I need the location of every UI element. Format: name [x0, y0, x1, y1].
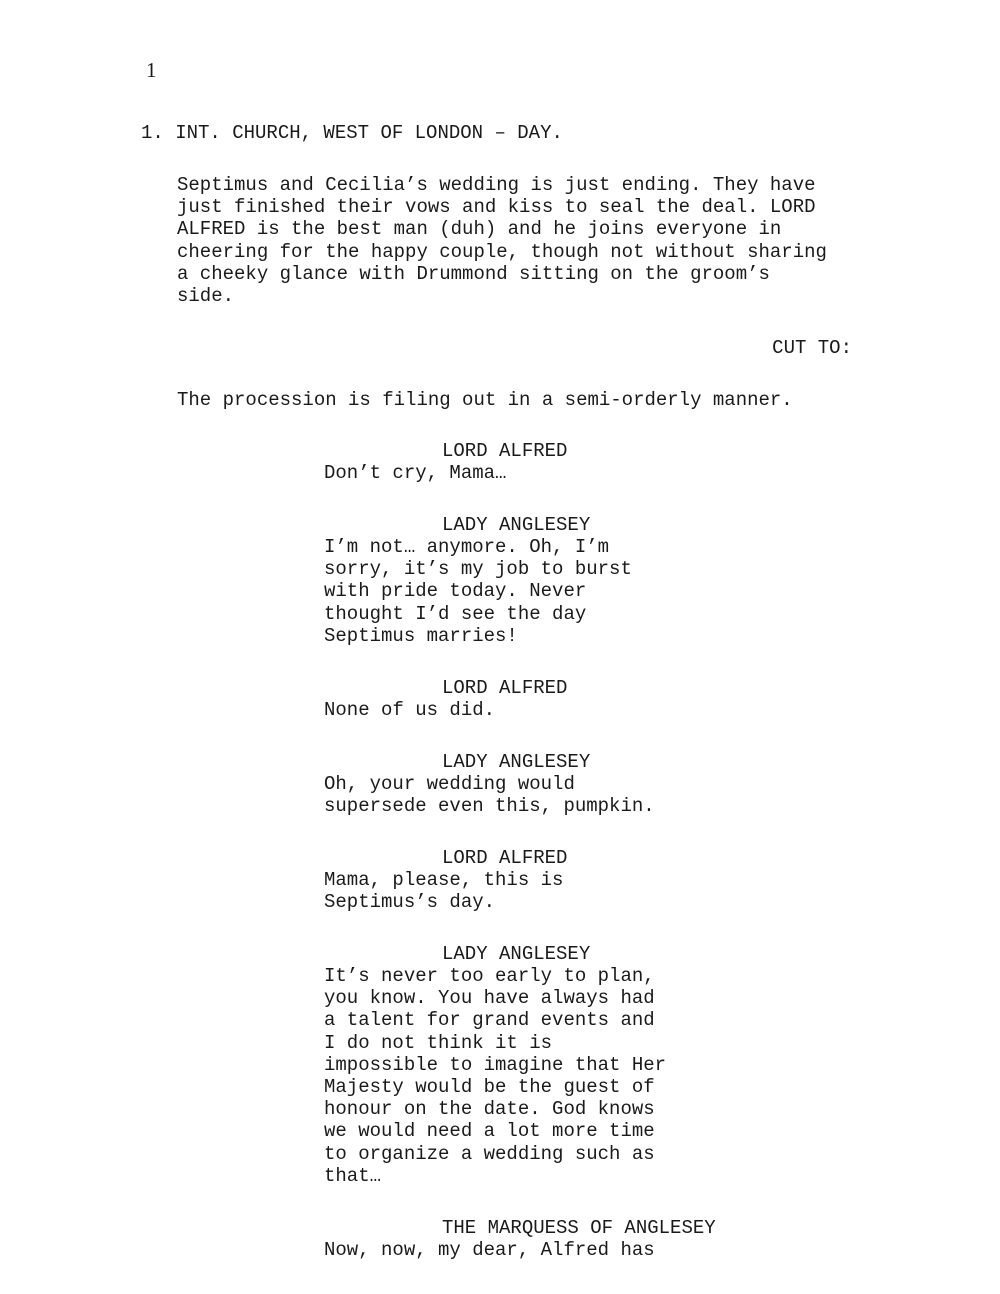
transition: CUT TO:	[772, 337, 852, 359]
dialogue-line: It’s never too early to plan, you know. You have always had a talent for grand events and I do not think it is impossible to imagine that Her Majesty would be the guest of honour on the date. God knows we would need a lot more time to organize a wedding such as that…	[324, 965, 667, 1187]
scene-heading: 1. INT. CHURCH, WEST OF LONDON – DAY.	[141, 122, 563, 144]
dialogue-line: Oh, your wedding would supersede even this, pumpkin.	[324, 773, 655, 818]
action-description: Septimus and Cecilia’s wedding is just ending. They have just finished their vows and kiss to seal the deal. LORD ALFRED is the best man (duh) and he joins everyone in cheering for the happy couple, though not without sharing a cheeky glance with Drummond sitting on the groom’s side.	[177, 174, 827, 308]
character-name: THE MARQUESS OF ANGLESEY	[442, 1217, 716, 1239]
dialogue-line: I’m not… anymore. Oh, I’m sorry, it’s my job to burst with pride today. Never thought I’d see the day Septimus marries!	[324, 536, 632, 647]
dialogue-line: Don’t cry, Mama…	[324, 462, 507, 484]
dialogue-line: None of us did.	[324, 699, 496, 721]
action-description: The procession is filing out in a semi-orderly manner.	[177, 389, 793, 411]
character-name: LADY ANGLESEY	[442, 514, 591, 536]
dialogue-line: Now, now, my dear, Alfred has	[324, 1239, 655, 1261]
page-number: 1	[146, 58, 157, 82]
character-name: LORD ALFRED	[442, 440, 568, 462]
character-name: LORD ALFRED	[442, 847, 568, 869]
character-name: LADY ANGLESEY	[442, 751, 591, 773]
dialogue-line: Mama, please, this is Septimus’s day.	[324, 869, 564, 914]
character-name: LADY ANGLESEY	[442, 943, 591, 965]
character-name: LORD ALFRED	[442, 677, 568, 699]
